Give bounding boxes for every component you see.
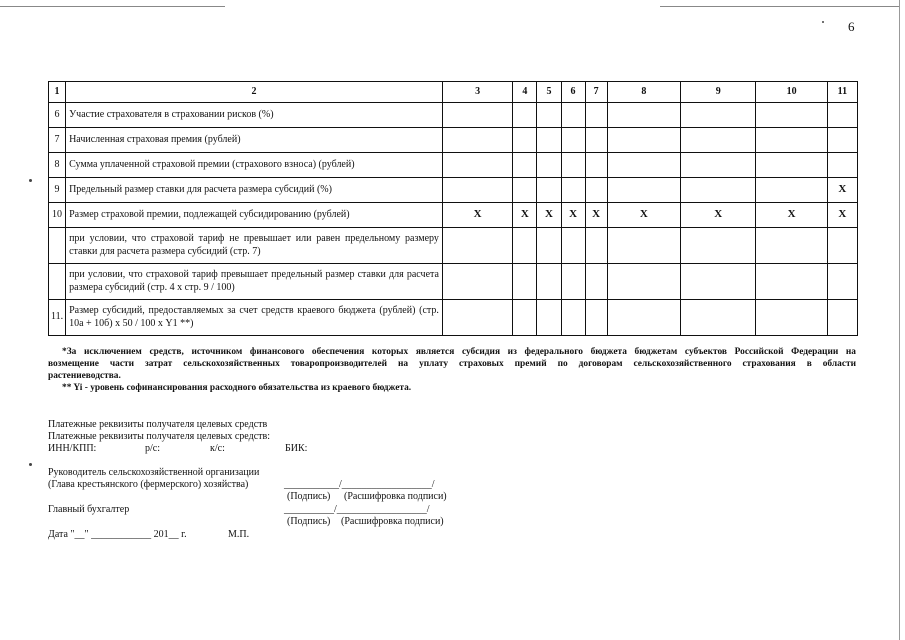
- corr-account-label: к/с:: [210, 443, 225, 454]
- empty-cell: [607, 228, 680, 264]
- empty-cell: [827, 264, 857, 300]
- empty-cell: [513, 178, 537, 203]
- table-row: [49, 128, 858, 153]
- row-label: Размер страховой премии, подлежащей субсидированию (рублей): [66, 203, 443, 228]
- column-header: 7: [585, 82, 607, 103]
- cross-mark-cell: X: [827, 178, 857, 203]
- empty-cell: [607, 128, 680, 153]
- empty-cell: [537, 103, 561, 128]
- empty-cell: [827, 103, 857, 128]
- cross-mark-cell: X: [681, 203, 756, 228]
- bik-label: БИК:: [285, 443, 308, 454]
- row-number: 11.: [49, 300, 66, 336]
- top-rule-right: [660, 6, 900, 7]
- row-label: при условии, что страховой тариф превышает предельный размер ставки для расчета размера субсидий (стр. 4 х стр. 9 / 100): [66, 264, 443, 300]
- column-header: 5: [537, 82, 561, 103]
- scan-dot: [822, 21, 824, 23]
- head-title-line-1: Руководитель сельскохозяйственной организации: [48, 467, 260, 478]
- cross-mark-cell: X: [607, 203, 680, 228]
- empty-cell: [513, 228, 537, 264]
- cross-mark-cell: X: [585, 203, 607, 228]
- empty-cell: [681, 128, 756, 153]
- column-header: 6: [561, 82, 585, 103]
- empty-cell: [585, 153, 607, 178]
- empty-cell: [681, 178, 756, 203]
- column-header: 8: [607, 82, 680, 103]
- empty-cell: [513, 153, 537, 178]
- table-row: [49, 228, 858, 264]
- empty-cell: [756, 300, 827, 336]
- row-number: 10: [49, 203, 66, 228]
- empty-cell: [756, 264, 827, 300]
- form-table: [48, 81, 858, 336]
- table-row: [49, 153, 858, 178]
- empty-cell: [585, 128, 607, 153]
- footnote-2: ** Yi - уровень софинансирования расходного обязательства из краевого бюджета.: [62, 383, 412, 393]
- account-label: р/с:: [145, 443, 160, 454]
- table-row: [49, 300, 858, 336]
- column-header: 9: [681, 82, 756, 103]
- empty-cell: [442, 103, 512, 128]
- empty-cell: [756, 103, 827, 128]
- empty-cell: [561, 300, 585, 336]
- empty-cell: [537, 178, 561, 203]
- footnote-1-line-2: возмещение части затрат сельскохозяйственных товаропроизводителей на уплату страховых премий по договорам сельскохозяйственного страхования в области: [48, 359, 856, 369]
- table-row: [49, 203, 858, 228]
- cross-mark-cell: X: [827, 203, 857, 228]
- row-label: Начисленная страховая премия (рублей): [66, 128, 443, 153]
- payment-line-2: Платежные реквизиты получателя целевых средств:: [48, 431, 270, 442]
- empty-cell: [827, 153, 857, 178]
- empty-cell: [607, 103, 680, 128]
- empty-cell: [537, 153, 561, 178]
- right-page-edge: [899, 0, 900, 640]
- cross-mark-cell: X: [537, 203, 561, 228]
- cross-mark-cell: X: [561, 203, 585, 228]
- row-label: Участие страхователя в страховании рисков (%): [66, 103, 443, 128]
- top-rule-left: [0, 6, 225, 7]
- row-number: 8: [49, 153, 66, 178]
- empty-cell: [561, 128, 585, 153]
- empty-cell: [561, 153, 585, 178]
- empty-cell: [607, 153, 680, 178]
- head-title-line-2: (Глава крестьянского (фермерского) хозяйства): [48, 479, 249, 490]
- scan-dot: [29, 463, 32, 466]
- payment-line-1: Платежные реквизиты получателя целевых средств: [48, 419, 268, 430]
- empty-cell: [442, 153, 512, 178]
- scan-dot: [29, 179, 32, 182]
- payment-details: [48, 419, 348, 459]
- empty-cell: [513, 264, 537, 300]
- empty-cell: [537, 300, 561, 336]
- signature-decode-caption: (Расшифровка подписи): [341, 516, 444, 527]
- row-number: [49, 264, 66, 300]
- empty-cell: [585, 264, 607, 300]
- table-row: [49, 103, 858, 128]
- empty-cell: [513, 128, 537, 153]
- stamp-label: М.П.: [228, 529, 250, 540]
- empty-cell: [442, 128, 512, 153]
- page-number: 6: [848, 19, 855, 34]
- empty-cell: [442, 300, 512, 336]
- empty-cell: [681, 103, 756, 128]
- row-label: Размер субсидий, предоставляемых за счет средств краевого бюджета (рублей) (стр. 10а + 10б) х 50 / 100 х Y1 **): [66, 300, 443, 336]
- row-label: при условии, что страховой тариф не превышает или равен предельному размеру ставки для расчета размера субсидий (стр. 7): [66, 228, 443, 264]
- empty-cell: [442, 264, 512, 300]
- empty-cell: [585, 178, 607, 203]
- empty-cell: [442, 178, 512, 203]
- signature-caption: (Подпись): [287, 516, 331, 527]
- signature-decode-caption: (Расшифровка подписи): [344, 491, 447, 502]
- empty-cell: [513, 300, 537, 336]
- row-number: 9: [49, 178, 66, 203]
- head-signature-blank: ___________/__________________/: [284, 479, 435, 490]
- empty-cell: [561, 228, 585, 264]
- footnote-1-line-3: растениеводства.: [48, 371, 121, 381]
- column-header: 4: [513, 82, 537, 103]
- empty-cell: [585, 300, 607, 336]
- empty-cell: [561, 103, 585, 128]
- table-row: [49, 178, 858, 203]
- empty-cell: [681, 264, 756, 300]
- row-label: Предельный размер ставки для расчета размера субсидий (%): [66, 178, 443, 203]
- empty-cell: [561, 264, 585, 300]
- empty-cell: [585, 228, 607, 264]
- empty-cell: [827, 300, 857, 336]
- footnote-1-line-1: *За исключением средств, источником финансового обеспечения которых является субсидия из федерального бюджета бюджетам субъектов Российской Федерации на: [62, 347, 856, 357]
- accountant-signature-blank: __________/__________________/: [284, 504, 430, 515]
- column-header: 2: [66, 82, 443, 103]
- empty-cell: [756, 153, 827, 178]
- date-line: Дата "__" ____________ 201__ г.: [48, 529, 187, 540]
- empty-cell: [827, 228, 857, 264]
- empty-cell: [513, 103, 537, 128]
- column-header: 10: [756, 82, 827, 103]
- table-header-row: [49, 82, 858, 103]
- chief-accountant-label: Главный бухгалтер: [48, 504, 130, 515]
- table-row: [49, 264, 858, 300]
- empty-cell: [681, 228, 756, 264]
- empty-cell: [607, 178, 680, 203]
- empty-cell: [537, 264, 561, 300]
- row-label: Сумма уплаченной страховой премии (страхового взноса) (рублей): [66, 153, 443, 178]
- cross-mark-cell: X: [513, 203, 537, 228]
- empty-cell: [561, 178, 585, 203]
- inn-label: ИНН/КПП:: [48, 443, 97, 454]
- empty-cell: [585, 103, 607, 128]
- empty-cell: [756, 178, 827, 203]
- empty-cell: [607, 300, 680, 336]
- cross-mark-cell: X: [756, 203, 827, 228]
- empty-cell: [756, 128, 827, 153]
- signature-caption: (Подпись): [287, 491, 331, 502]
- empty-cell: [681, 153, 756, 178]
- row-number: [49, 228, 66, 264]
- row-number: 6: [49, 103, 66, 128]
- row-number: 7: [49, 128, 66, 153]
- column-header: 11: [827, 82, 857, 103]
- empty-cell: [756, 228, 827, 264]
- empty-cell: [537, 228, 561, 264]
- empty-cell: [607, 264, 680, 300]
- empty-cell: [681, 300, 756, 336]
- empty-cell: [827, 128, 857, 153]
- empty-cell: [537, 128, 561, 153]
- cross-mark-cell: X: [442, 203, 512, 228]
- column-header: 1: [49, 82, 66, 103]
- column-header: 3: [442, 82, 512, 103]
- signatures: [48, 467, 478, 542]
- empty-cell: [442, 228, 512, 264]
